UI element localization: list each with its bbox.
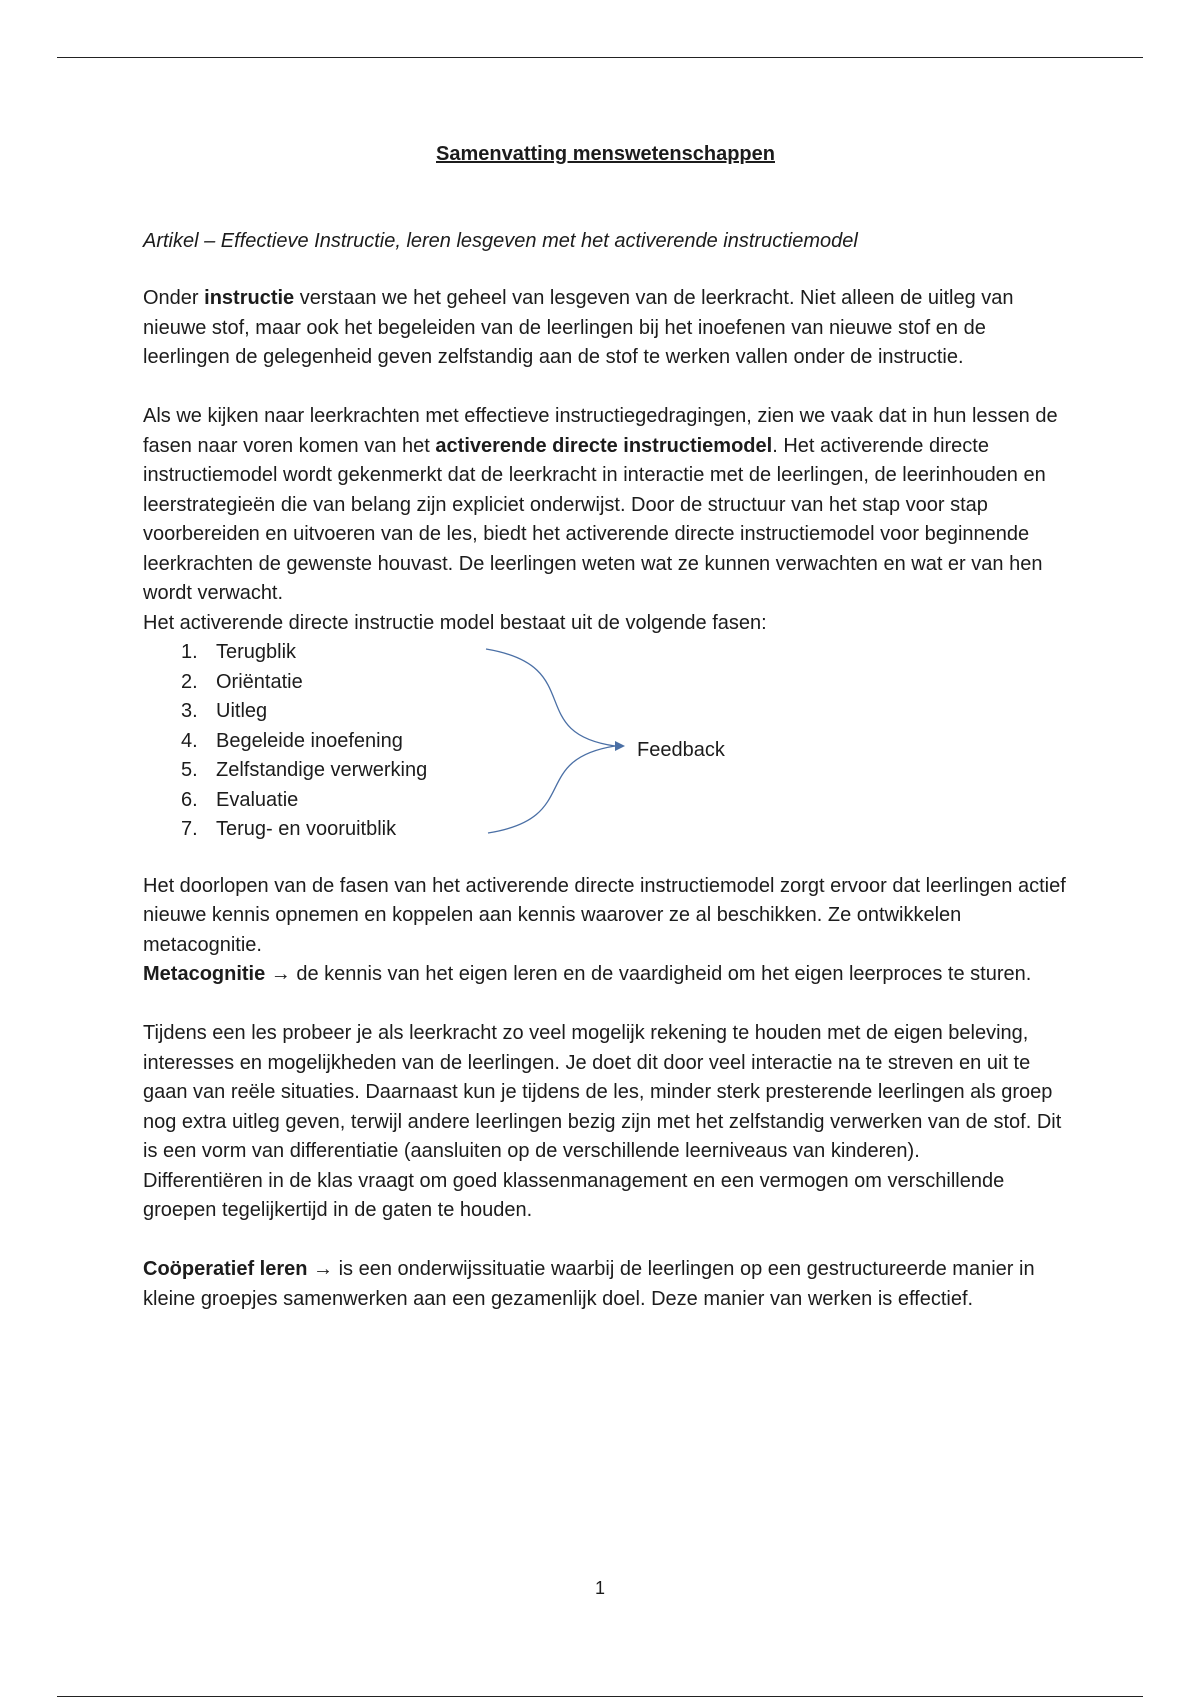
list-item: 4. Begeleide inoefening xyxy=(181,729,403,752)
list-item: 6. Evaluatie xyxy=(181,788,299,811)
arrow-icon: → xyxy=(265,963,297,985)
document-body xyxy=(143,140,1068,1314)
paragraph-phases-intro: Het activerende directe instructie model bestaat uit de volgende fasen: xyxy=(143,611,767,634)
document-title: Samenvatting menswetenschappen xyxy=(436,143,775,165)
term-metacognitie: Metacognitie xyxy=(143,963,266,985)
arrow-icon: → xyxy=(307,1258,339,1280)
list-item: 7. Terug- en vooruitblik xyxy=(181,818,397,840)
header-rule xyxy=(57,57,1143,58)
footer-rule xyxy=(57,1696,1143,1697)
list-item: 1. Terugblik xyxy=(181,641,297,663)
arrowhead-icon xyxy=(615,741,625,751)
upper-curve xyxy=(486,649,615,746)
feedback-label: Feedback xyxy=(637,739,725,761)
paragraph-differentiatie: Tijdens een les probeer je als leerkracht zo veel mogelijk rekening te houden met de eigen beleving, interesses en mogelijkheden van de leerlingen. Je doet dit door veel interactie na te streven en uit te gaan van reële situaties. Daarnaast kun je tijdens de les, minder sterk presterende leerlingen als groep nog extra uitleg geven, terwijl andere leerlingen bezig zijn met het zelfstandig verwerken van de stof. Dit is een vorm van differentiatie (aansluiten op de verschillende leerniveaus van kinderen). xyxy=(143,1022,1062,1162)
paragraph-metacognition-intro: Het doorlopen van de fasen van het activerende directe instructiemodel zorgt ervoor dat leerlingen actief nieuwe kennis opnemen en koppelen aan kennis waarover ze al beschikken. Ze ontwikkelen metacognitie. xyxy=(143,874,1066,956)
p1-post: verstaan we het geheel van lesgeven van de leerkracht. Niet alleen de uitleg van nieuwe stof, maar ook het begeleiden van de leerlingen bij het inoefenen van nieuwe stof en de leerlingen de gelegenheid geven zelfstandig aan de stof te werken vallen onder de instructie. xyxy=(143,287,1014,368)
list-item: 5. Zelfstandige verwerking xyxy=(181,759,428,781)
p2-bold: activerende directe instructiemodel xyxy=(435,434,773,457)
paragraph-cooperatief-leren: Coöperatief leren → is een onderwijssituatie waarbij de leerlingen op een gestructureerde manier in kleine groepjes samenwerken aan een gezamenlijk doel. Deze manier van werken is effectief. xyxy=(143,1258,1035,1310)
lower-curve xyxy=(488,746,615,833)
term-cooperatief-leren: Coöperatief leren xyxy=(143,1258,308,1280)
p1-bold: instructie xyxy=(204,287,295,309)
list-item: 3. Uitleg xyxy=(181,700,268,722)
page-number: 1 xyxy=(594,1578,605,1598)
p2-pre: Als we kijken naar leerkrachten met effectieve instructiegedragingen, zien we vaak dat in hun lessen de fasen naar voren komen van het xyxy=(143,405,1058,457)
list-item: 2. Oriëntatie xyxy=(181,670,303,693)
paragraph-klassenmanagement: Differentiëren in de klas vraagt om goed klassenmanagement en een vermogen om verschillende groepen tegelijkertijd in de gaten te houden. xyxy=(143,1169,1005,1221)
article-heading: Artikel – Effectieve Instructie, leren lesgeven met het activerende instructiemodel xyxy=(143,229,858,252)
p1-pre: Onder xyxy=(143,287,205,309)
paragraph-adi-model xyxy=(143,402,1068,609)
p2-post: . Het activerende directe instructiemodel wordt gekenmerkt dat de leerkracht in interactie met de leerlingen, de leerinhouden en leerstrategieën die van belang zijn expliciet onderwijst. Door de structuur van het stap voor stap voorbereiden en uitvoeren van de les, biedt het activerende directe instructiemodel voor beginnende leerkrachten de gewenste houvast. De leerlingen weten wat ze kunnen verwachten en wat er van hen wordt verwacht. xyxy=(143,434,1046,604)
paragraph-metacognitie-definition: Metacognitie → de kennis van het eigen leren en de vaardigheid om het eigen leerproces te sturen. xyxy=(143,963,1032,985)
feedback-curve xyxy=(143,638,703,848)
phases-diagram xyxy=(143,638,1068,842)
paragraph-instructie xyxy=(143,284,1068,373)
